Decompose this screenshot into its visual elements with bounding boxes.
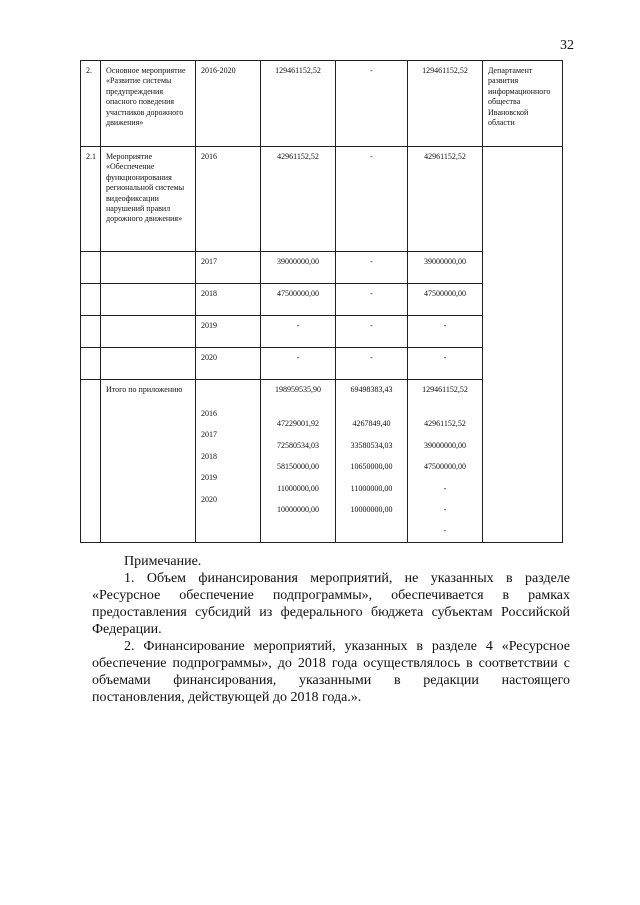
year-amount: -	[443, 526, 447, 536]
amount-col-b: -	[336, 61, 408, 147]
year-amount: 58150000,00	[277, 462, 319, 472]
year-amount: 10000000,00	[277, 504, 319, 514]
sum-c: 129461152,52	[422, 385, 468, 394]
amount-col-c: 47500000,00	[408, 284, 483, 316]
year-amount: 42961152,52	[424, 419, 466, 429]
year-amount: -	[443, 483, 447, 493]
amount-col-c: 39000000,00	[408, 252, 483, 284]
row-number	[81, 316, 101, 348]
year-cell: 2018	[196, 284, 261, 316]
amount-col-c: 42961152,52	[408, 147, 483, 252]
sum-total: 198959535,90	[275, 385, 321, 394]
executor-cell: Департамент развития информационного общества Ивановской области	[483, 61, 563, 147]
amount-col-c: -	[408, 316, 483, 348]
year-amount: 10650000,00	[350, 462, 393, 472]
amount-col-b: -	[336, 316, 408, 348]
amount-total: 129461152,52	[261, 61, 336, 147]
amount-total: 47500000,00	[261, 284, 336, 316]
totals-col-c	[408, 380, 483, 543]
table-row	[81, 147, 563, 252]
note-title: Примечание.	[124, 554, 202, 569]
year-cell: 2020	[196, 348, 261, 380]
activity-name	[101, 316, 196, 348]
year-cell: 2019	[196, 316, 261, 348]
year-amount: 11000000,00	[277, 483, 319, 493]
row-number	[81, 284, 101, 316]
amount-col-b: -	[336, 348, 408, 380]
executor-cell	[483, 380, 563, 543]
activity-name	[101, 252, 196, 284]
table-row	[81, 61, 563, 147]
row-number	[81, 252, 101, 284]
totals-label: Итого по приложению	[101, 380, 196, 543]
year-amount: 39000000,00	[424, 440, 466, 450]
year-amount: -	[443, 504, 447, 514]
row-number	[81, 380, 101, 543]
page-number: 32	[560, 38, 574, 53]
amount-total: -	[261, 316, 336, 348]
amount-col-b: -	[336, 252, 408, 284]
activity-name	[101, 284, 196, 316]
activity-name	[101, 348, 196, 380]
year-amount: 47500000,00	[424, 462, 466, 472]
period-cell: 2016-2020	[196, 61, 261, 147]
year-amount: 11000000,00	[350, 483, 393, 493]
row-number	[81, 348, 101, 380]
year-label: 2016	[201, 409, 217, 418]
row-number: 2.1	[81, 147, 101, 252]
totals-row	[81, 380, 563, 543]
year-label: 2017	[201, 430, 217, 440]
year-label: 2020	[201, 494, 217, 504]
row-number: 2.	[81, 61, 101, 147]
amount-col-b: -	[336, 147, 408, 252]
note-paragraph-1: 1. Объем финансирования мероприятий, не указанных в разделе «Ресурсное обеспечение подпрограммы», обеспечивается в рамках предоставления субсидий из федерального бюджета субъектам Российской Федерации.	[92, 571, 570, 637]
activity-name: Основное мероприятие «Развитие системы предупреждения опасного поведения участников дорожного движения»	[101, 61, 196, 147]
note-section	[92, 553, 570, 706]
year-label: 2018	[201, 451, 217, 461]
amount-col-b: -	[336, 284, 408, 316]
year-cell: 2016	[196, 147, 261, 252]
year-cell: 2017	[196, 252, 261, 284]
sum-b: 69498383,43	[350, 385, 393, 394]
year-amount: 72580534,03	[277, 440, 319, 450]
year-amount: 10000000,00	[350, 504, 393, 514]
year-amount: 47229001,92	[277, 419, 319, 429]
totals-col-b	[336, 380, 408, 543]
amount-total: -	[261, 348, 336, 380]
year-amount: 33580534,03	[350, 440, 393, 450]
year-label: 2019	[201, 473, 217, 483]
amount-col-c: -	[408, 348, 483, 380]
amount-total: 39000000,00	[261, 252, 336, 284]
totals-years	[196, 380, 261, 543]
amount-col-c: 129461152,52	[408, 61, 483, 147]
activity-name: Мероприятие «Обеспечение функционирования региональной системы видеофиксации нарушений правил дорожного движения»	[101, 147, 196, 252]
note-paragraph-2: 2. Финансирование мероприятий, указанных в разделе 4 «Ресурсное обеспечение подпрограммы», до 2018 года осуществлялось в соответствии с объемами финансирования, указанными в редакции настоящего постановления, действующей до 2018 года.».	[92, 639, 570, 705]
executor-cell	[483, 147, 563, 380]
year-amount: 4267849,40	[352, 419, 391, 429]
amount-total: 42961152,52	[261, 147, 336, 252]
financing-table	[80, 60, 563, 543]
totals-col-a	[261, 380, 336, 543]
